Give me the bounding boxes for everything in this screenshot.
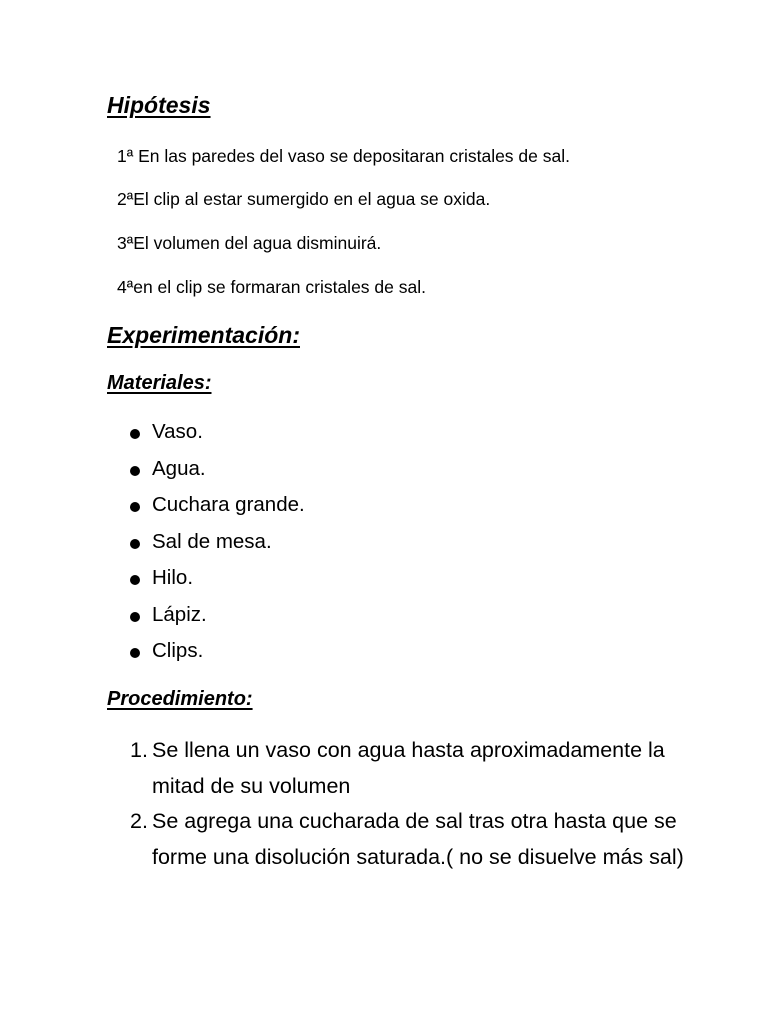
materiales-item-label: Vaso.	[152, 420, 203, 443]
hipotesis-item-3: 3ªEl volumen del agua disminuirá.	[117, 233, 382, 253]
bullet-icon	[130, 502, 140, 512]
materiales-item-label: Agua.	[152, 456, 206, 480]
materiales-list-item	[0, 639, 768, 676]
procedimiento-step	[0, 733, 768, 804]
step-text: Se agrega una cucharada de sal tras otra hasta que se forme una disolución saturada.( no se disuelve más sal)	[152, 809, 684, 869]
hipotesis-item-2: 2ªEl clip al estar sumergido en el agua se oxida.	[117, 189, 491, 209]
materiales-list-item	[0, 420, 768, 457]
step-text: Se llena un vaso con agua hasta aproximadamente la mitad de su volumen	[152, 738, 665, 798]
procedimiento-step	[0, 804, 768, 875]
step-number: 2.	[130, 809, 148, 833]
materiales-item-label: Lápiz.	[152, 602, 207, 626]
experimentacion-heading: Experimentación:	[107, 322, 300, 348]
materiales-item-label: Cuchara grande.	[152, 493, 305, 516]
bullet-icon	[130, 648, 140, 658]
hipotesis-item-1: 1ª En las paredes del vaso se depositaran cristales de sal.	[117, 146, 570, 166]
bullet-icon	[130, 429, 140, 439]
materiales-list-item	[0, 603, 768, 640]
bullet-icon	[130, 612, 140, 622]
hipotesis-heading: Hipótesis	[107, 92, 211, 118]
materiales-item-label: Clips.	[152, 639, 204, 662]
bullet-icon	[130, 466, 140, 476]
materiales-list-item	[0, 457, 768, 494]
materiales-list	[0, 420, 768, 676]
materiales-item-label: Sal de mesa.	[152, 529, 272, 553]
materiales-list-item	[0, 530, 768, 567]
hipotesis-item-4: 4ªen el clip se formaran cristales de sal.	[117, 277, 426, 297]
materiales-item-label: Hilo.	[152, 566, 194, 589]
materiales-list-item	[0, 566, 768, 603]
bullet-icon	[130, 575, 140, 585]
procedimiento-list	[0, 733, 768, 875]
materiales-heading: Materiales:	[107, 372, 212, 394]
materiales-list-item	[0, 493, 768, 530]
procedimiento-heading: Procedimiento:	[107, 688, 253, 710]
step-number: 1.	[130, 738, 148, 762]
bullet-icon	[130, 539, 140, 549]
